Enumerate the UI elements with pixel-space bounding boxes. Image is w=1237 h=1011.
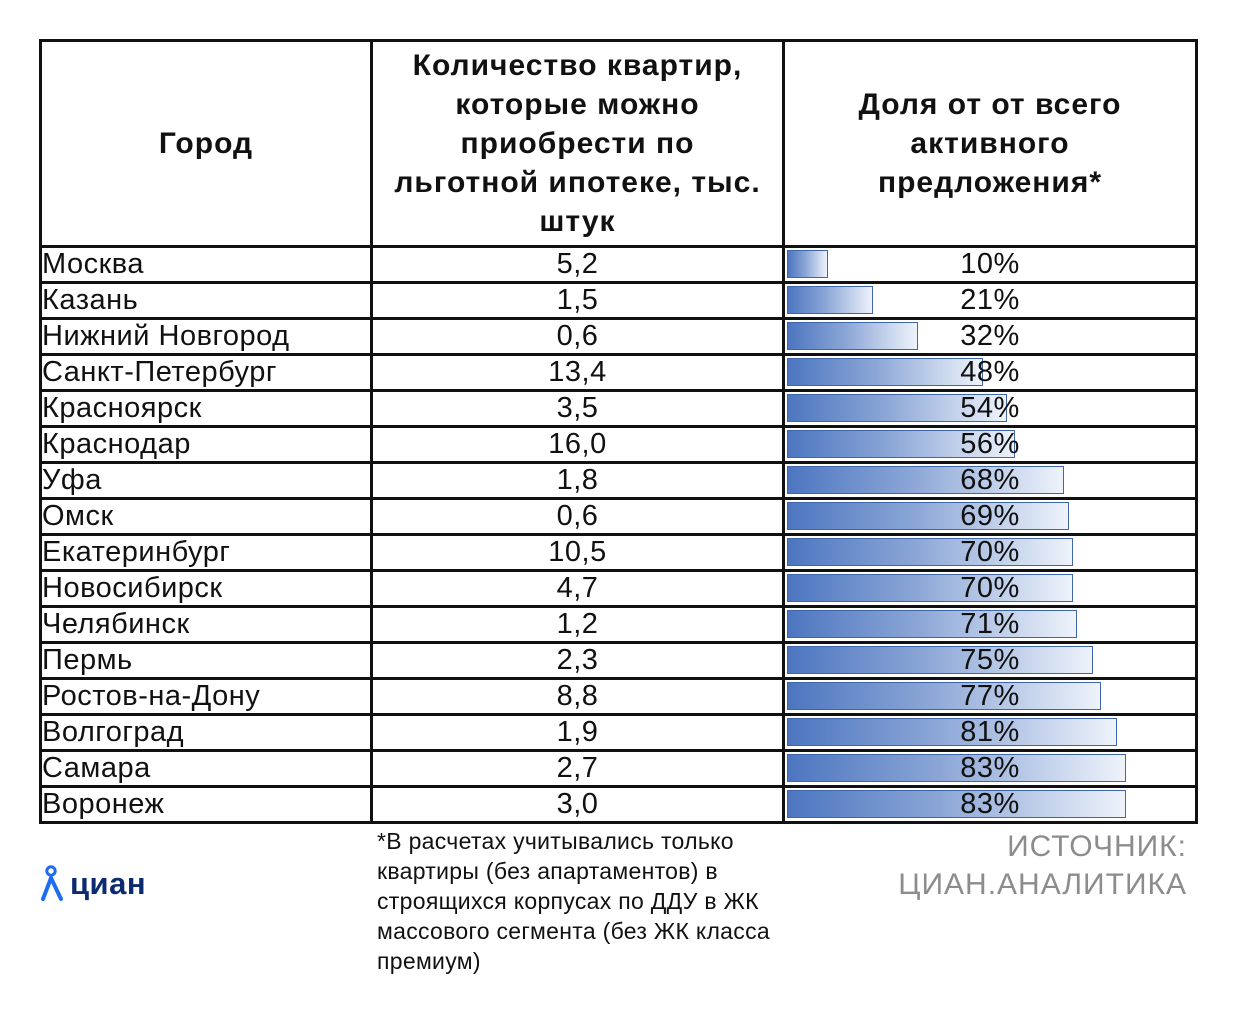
share-label: 71% — [960, 608, 1020, 640]
city-cell: Воронеж — [41, 787, 372, 823]
share-cell — [784, 571, 1197, 607]
share-cell — [784, 643, 1197, 679]
share-label: 70% — [960, 536, 1020, 568]
table-row — [41, 463, 1197, 499]
city-cell: Казань — [41, 283, 372, 319]
share-bar — [787, 250, 828, 278]
share-cell — [784, 535, 1197, 571]
share-bar — [787, 466, 1064, 494]
city-cell: Красноярск — [41, 391, 372, 427]
count-cell: 4,7 — [372, 571, 784, 607]
city-cell: Челябинск — [41, 607, 372, 643]
logo-text: циан — [70, 866, 147, 901]
table-row — [41, 715, 1197, 751]
share-bar — [787, 754, 1126, 782]
city-cell: Омск — [41, 499, 372, 535]
city-cell: Ростов-на-Дону — [41, 679, 372, 715]
share-label: 81% — [960, 716, 1020, 748]
city-cell: Уфа — [41, 463, 372, 499]
share-cell — [784, 787, 1197, 823]
header-count: Количество квартир, которые можно приобрести по льготной ипотеке, тыс. штук — [372, 41, 784, 247]
table-row — [41, 643, 1197, 679]
data-table — [39, 39, 1198, 824]
share-label: 68% — [960, 464, 1020, 496]
city-cell: Санкт-Петербург — [41, 355, 372, 391]
share-cell — [784, 607, 1197, 643]
share-cell — [784, 427, 1197, 463]
share-bar — [787, 610, 1077, 638]
share-bar — [787, 790, 1126, 818]
count-cell: 3,5 — [372, 391, 784, 427]
share-label: 21% — [960, 284, 1020, 316]
count-cell: 2,7 — [372, 751, 784, 787]
share-bar — [787, 682, 1101, 710]
table-row — [41, 607, 1197, 643]
count-cell: 3,0 — [372, 787, 784, 823]
share-label: 32% — [960, 320, 1020, 352]
source-line-2: ЦИАН.АНАЛИТИКА — [898, 868, 1187, 901]
share-cell — [784, 319, 1197, 355]
count-cell: 13,4 — [372, 355, 784, 391]
table-row — [41, 751, 1197, 787]
share-bar — [787, 574, 1073, 602]
table-row — [41, 499, 1197, 535]
share-label: 54% — [960, 392, 1020, 424]
share-cell — [784, 247, 1197, 283]
count-cell: 10,5 — [372, 535, 784, 571]
header-share: Доля от от всего активного предложения* — [784, 41, 1197, 247]
share-cell — [784, 751, 1197, 787]
city-cell: Волгоград — [41, 715, 372, 751]
city-cell: Екатеринбург — [41, 535, 372, 571]
table-row — [41, 787, 1197, 823]
share-label: 56% — [960, 428, 1020, 460]
share-label: 70% — [960, 572, 1020, 604]
table-row — [41, 535, 1197, 571]
count-cell: 2,3 — [372, 643, 784, 679]
table-row — [41, 391, 1197, 427]
share-bar — [787, 358, 983, 386]
source-label — [898, 828, 1187, 904]
city-cell: Новосибирск — [41, 571, 372, 607]
table-row — [41, 679, 1197, 715]
header-row — [41, 41, 1197, 247]
share-cell — [784, 463, 1197, 499]
share-bar — [787, 322, 918, 350]
count-cell: 1,2 — [372, 607, 784, 643]
count-cell: 0,6 — [372, 319, 784, 355]
count-cell: 5,2 — [372, 247, 784, 283]
share-bar — [787, 286, 873, 314]
footnote: *В расчетах учитывались только квартиры (без апартаментов) в строящихся корпусах по ДДУ в ЖК массового сегмента (без ЖК класса премиум) — [377, 828, 770, 974]
share-cell — [784, 679, 1197, 715]
table-row — [41, 283, 1197, 319]
share-label: 77% — [960, 680, 1020, 712]
share-label: 83% — [960, 788, 1020, 820]
source-line-1: ИСТОЧНИК: — [1007, 830, 1187, 863]
location-pin-person-icon — [40, 865, 66, 903]
table-row — [41, 571, 1197, 607]
count-cell: 16,0 — [372, 427, 784, 463]
table-row — [41, 427, 1197, 463]
count-cell: 1,8 — [372, 463, 784, 499]
city-cell: Нижний Новгород — [41, 319, 372, 355]
city-cell: Москва — [41, 247, 372, 283]
share-label: 83% — [960, 752, 1020, 784]
share-bar — [787, 646, 1093, 674]
city-cell: Самара — [41, 751, 372, 787]
share-bar — [787, 718, 1117, 746]
share-label: 69% — [960, 500, 1020, 532]
table-row — [41, 319, 1197, 355]
city-cell: Краснодар — [41, 427, 372, 463]
count-cell: 8,8 — [372, 679, 784, 715]
share-cell — [784, 355, 1197, 391]
share-label: 48% — [960, 356, 1020, 388]
share-cell — [784, 499, 1197, 535]
count-cell: 0,6 — [372, 499, 784, 535]
share-cell — [784, 715, 1197, 751]
share-bar — [787, 502, 1069, 530]
share-label: 10% — [960, 248, 1020, 280]
share-label: 75% — [960, 644, 1020, 676]
count-cell: 1,5 — [372, 283, 784, 319]
table-row — [41, 355, 1197, 391]
share-cell — [784, 391, 1197, 427]
table-row — [41, 247, 1197, 283]
share-cell — [784, 283, 1197, 319]
table-body — [41, 247, 1197, 823]
header-city: Город — [41, 41, 372, 247]
count-cell: 1,9 — [372, 715, 784, 751]
share-bar — [787, 538, 1073, 566]
cian-logo — [40, 862, 146, 906]
city-cell: Пермь — [41, 643, 372, 679]
